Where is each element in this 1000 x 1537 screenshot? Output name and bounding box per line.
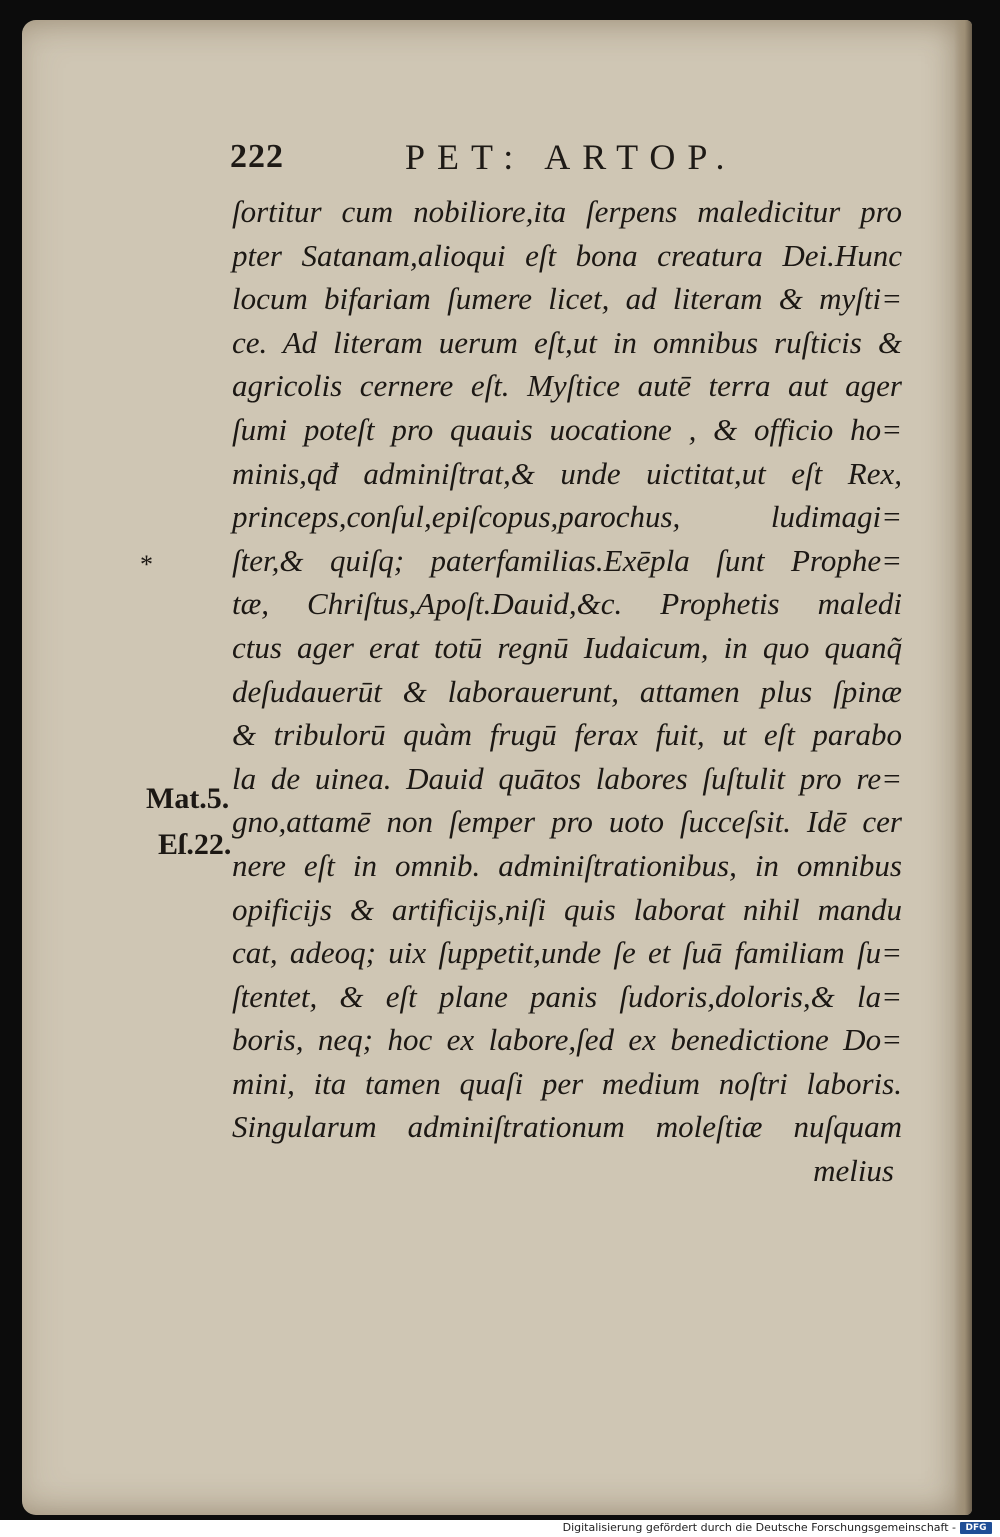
text-line: agricolis cernere eſt. Myſtice autē terra aut ager — [232, 368, 902, 404]
text-line: locum bifariam ſumere licet, ad literam & myſti= — [232, 281, 902, 317]
text-line: ſortitur cum nobiliore,ita ſerpens maledicitur pro — [232, 194, 902, 229]
text-line: ſtentet, & eſt plane panis ſudoris,doloris,& la= — [232, 978, 902, 1014]
text-line: deſudauerūt & laborauerunt, attamen plus ſpinæ — [232, 673, 902, 709]
margin-note-isaiah: Eſ.22. — [158, 828, 232, 861]
running-head — [230, 128, 790, 178]
text-line: ſumi poteſt pro quauis uocatione , & officio ho= — [232, 411, 902, 447]
body-text — [232, 190, 902, 1193]
text-line: tæ, Chriſtus,Apoſt.Dauid,&c. Prophetis maledi — [232, 586, 902, 622]
margin-mark: * — [140, 550, 153, 579]
text-line: Singularum adminiſtrationum moleſtiæ nuſquam — [232, 1109, 902, 1145]
text-line: cat, adeoq; uix ſuppetit,unde ſe et ſuā familiam ſu= — [232, 935, 902, 971]
text-line: mini, ita tamen quaſi per medium noſtri laboris. — [232, 1065, 902, 1101]
text-line: ce. Ad literam uerum eſt,ut in omnibus ruſticis & — [232, 324, 902, 360]
running-title: PET: ARTOP. — [405, 137, 737, 177]
text-line: la de uinea. Dauid quātos labores ſuſtulit pro re= — [232, 760, 902, 796]
footer-credit: Digitalisierung gefördert durch die Deutsche Forschungsgemeinschaft - — [562, 1521, 956, 1534]
margin-note-matthew: Mat.5. — [146, 782, 230, 815]
text-line: nere eſt in omnib. adminiſtrationibus, in omnibus — [232, 847, 902, 883]
text-line: princeps,conſul,epiſcopus,parochus, ludimagi= — [232, 499, 902, 535]
text-line: boris, neq; hoc ex labore,ſed ex benedictione Do= — [232, 1022, 902, 1058]
digitization-footer — [0, 1520, 1000, 1537]
text-line: ſter,& quiſq; paterfamilias.Exēpla ſunt Prophe= — [232, 542, 902, 578]
page-number: 222 — [230, 138, 284, 175]
text-line: minis,qđ adminiſtrat,& unde uictitat,ut eſt Rex, — [232, 455, 902, 491]
text-line: opificijs & artificijs,niſi quis laborat nihil mandu — [232, 891, 902, 927]
text-line: & tribulorū quàm frugū ferax fuit, ut eſt parabo — [232, 717, 902, 753]
page-edge — [954, 20, 972, 1515]
catchword: melius — [813, 1153, 894, 1189]
text-line: gno,attamē non ſemper pro uoto ſucceſsit. Idē cer — [232, 804, 902, 840]
dfg-logo-icon: DFG — [960, 1522, 992, 1534]
text-line: ctus ager erat totū regnū Iudaicum, in quo quanq̃ — [232, 629, 902, 665]
text-line: pter Satanam,alioqui eſt bona creatura Dei.Hunc — [232, 237, 902, 273]
